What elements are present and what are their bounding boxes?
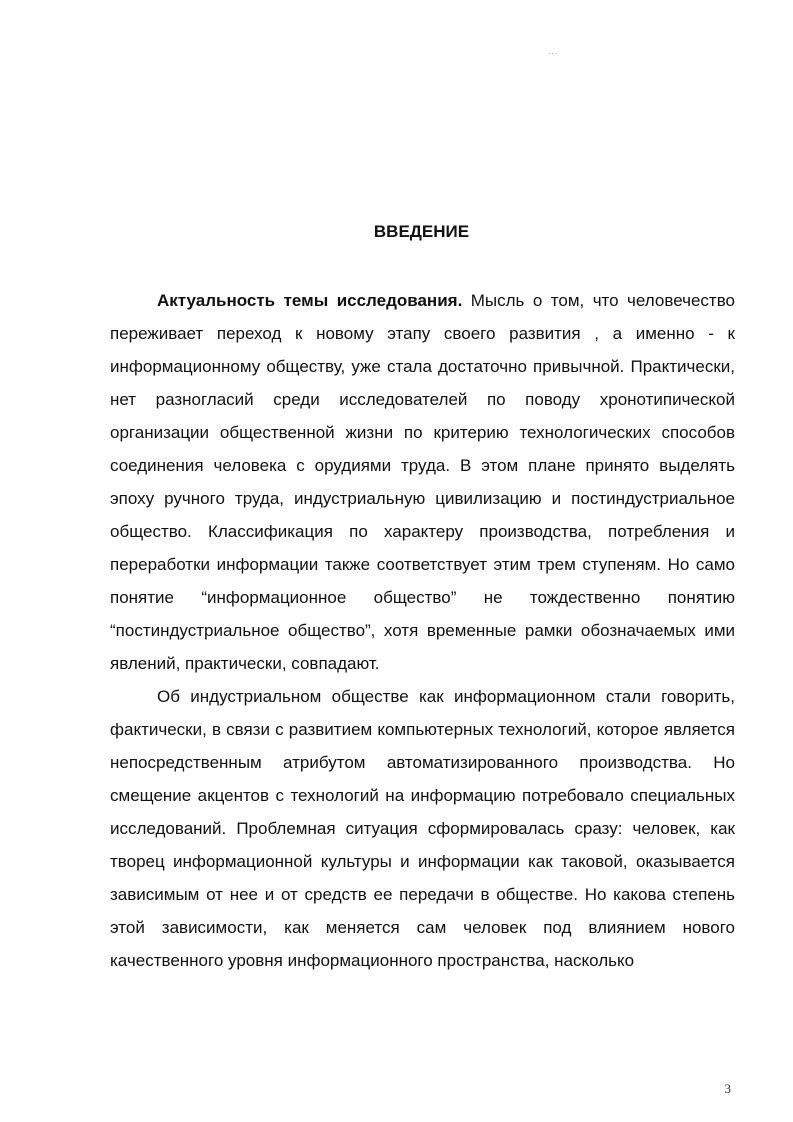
paragraph-relevance	[110, 284, 735, 680]
paragraph-industrial-society: Об индустриальном обществе как информационном стали говорить, фактически, в связи с развитием компьютерных технологий, которое является непосредственным атрибутом автоматизированного производства. Но смещение акцентов с технологий на информацию потребовало специальных исследований. Проблемная ситуация сформировалась сразу: человек, как творец информационной культуры и информации как таковой, оказывается зависимым от нее и от средств ее передачи в обществе. Но какова степень этой зависимости, как меняется сам человек под влиянием нового качественного уровня информационного пространства, насколько	[110, 687, 735, 970]
section-title: ВВЕДЕНИЕ	[373, 222, 470, 241]
scan-speck: ...	[548, 46, 559, 56]
body-text	[110, 284, 735, 977]
page-number: 3	[724, 1081, 731, 1096]
paragraph-text: Мысль о том, что человечество переживает переход к новому этапу своего развития , а именно - к информационному обществу, уже стала достаточно привычной. Практически, нет разногласий среди исследователей по поводу хронотипической организации общественной жизни по критерию технологических способов соединения человека с орудиями труда. В этом плане принято выделять эпоху ручного труда, индустриальную цивилизацию и постиндустриальное общество. Классификация по характеру производства, потребления и переработки информации также соответствует этим трем ступеням. Но само понятие “информационное общество” не тождественно понятию “постиндустриальное общество”, хотя временные рамки обозначаемых ими явлений, практически, совпадают.	[110, 291, 735, 673]
paragraph-lead: Актуальность темы исследования.	[157, 291, 463, 310]
